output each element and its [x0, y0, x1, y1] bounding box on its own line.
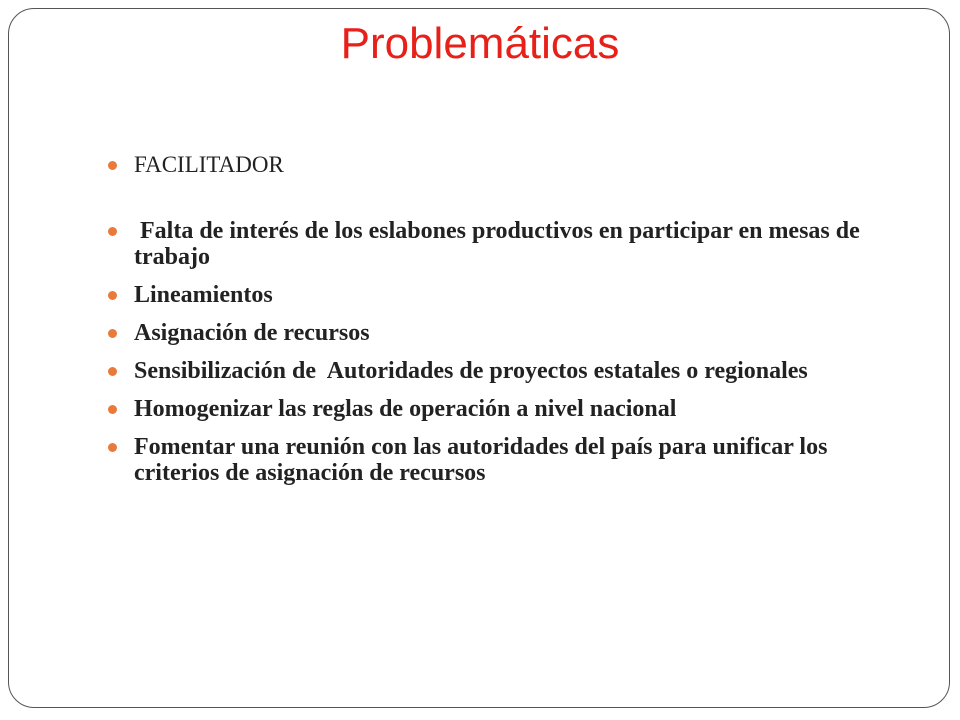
bullet-list — [108, 152, 908, 498]
bullet-text: Lineamientos — [134, 282, 273, 308]
bullet-item-fomentar — [108, 434, 908, 486]
bullet-dot-icon — [108, 443, 117, 452]
bullet-dot-icon — [108, 291, 117, 300]
bullet-dot-icon — [108, 161, 117, 170]
bullet-item-falta-interes — [108, 218, 908, 270]
bullet-item-homogenizar — [108, 396, 908, 422]
bullet-item-asignacion — [108, 320, 908, 346]
bullet-text: Sensibilización de Autoridades de proyectos estatales o regionales — [134, 358, 808, 384]
bullet-dot-icon — [108, 405, 117, 414]
bullet-item-lineamientos — [108, 282, 908, 308]
bullet-dot-icon — [108, 329, 117, 338]
bullet-text: Falta de interés de los eslabones productivos en participar en mesas de trabajo — [134, 218, 866, 270]
bullet-dot-icon — [108, 227, 117, 236]
bullet-text: FACILITADOR — [134, 152, 284, 177]
bullet-item-facilitador — [108, 152, 908, 178]
slide-title: Problemáticas — [340, 19, 620, 68]
bullet-text: Asignación de recursos — [134, 320, 370, 346]
bullet-text: Fomentar una reunión con las autoridades del país para unificar los criterios de asignación de recursos — [134, 434, 828, 486]
bullet-text: Homogenizar las reglas de operación a nivel nacional — [134, 396, 677, 422]
bullet-item-sensibilizacion — [108, 358, 908, 384]
bullet-dot-icon — [108, 367, 117, 376]
